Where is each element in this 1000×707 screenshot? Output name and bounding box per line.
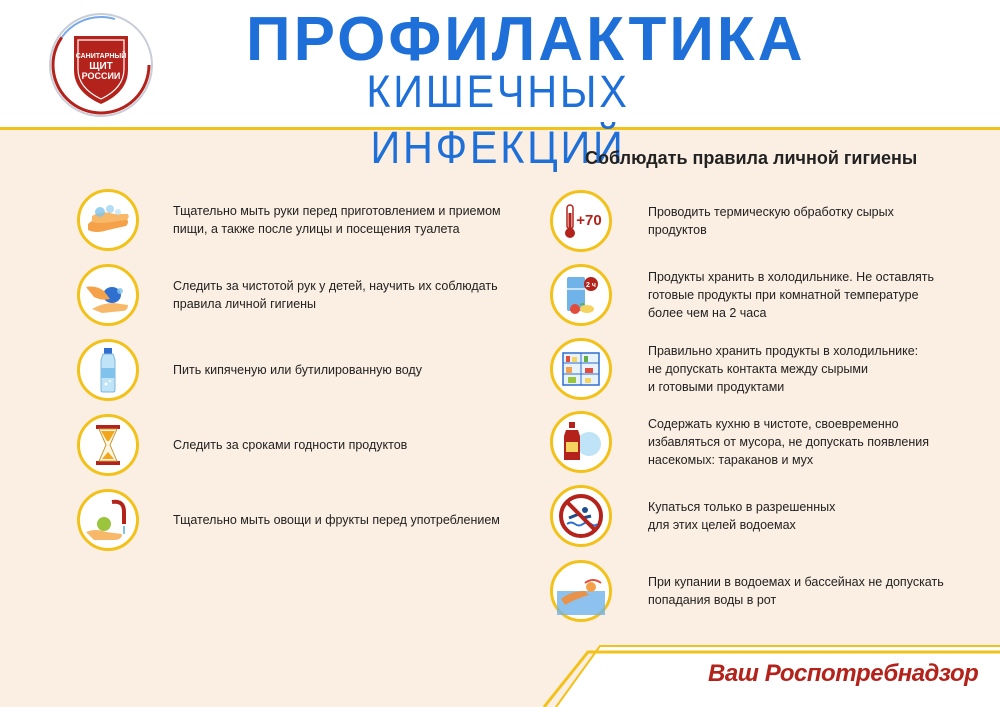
item-text-line: пищи, а также после улицы и посещения туалета [173,222,460,236]
logo-text-line-3: РОССИИ [81,71,121,81]
item-text-line: Тщательно мыть овощи и фрукты перед употреблением [173,513,500,527]
page-subtitle: КИШЕЧНЫХ ИНФЕКЦИЙ [366,66,630,173]
item-text-line: Правильно хранить продукты в холодильнике: [648,344,919,358]
item-text-line: Следить за сроками годности продуктов [173,438,408,452]
item-text-line: готовые продукты при комнатной температуре [648,288,919,302]
item-text-line: не допускать контакта между сырыми [648,362,868,376]
item-text-line: Содержать кухню в чистоте, своевременно [648,417,899,431]
item-text-line: попадания воды в рот [648,593,777,607]
time-badge: 2 ч [586,282,596,289]
logo-text-line-2: ЩИТ [89,61,113,72]
item-text-line: При купании в водоемах и бассейнах не допускать [648,575,944,589]
item-text-line: Продукты хранить в холодильнике. Не оставлять [648,270,935,284]
item-text-line: более чем на 2 часа [648,306,767,320]
item-text-line: для этих целей водоемах [648,518,796,532]
item-text-line: Купаться только в разрешенных [648,500,836,514]
footer-brand-text: Ваш Роспотребнадзор [708,660,979,687]
item-text-line: правила личной гигиены [173,297,317,311]
item-text-line: Следить за чистотой рук у детей, научить их соблюдать [173,279,498,293]
page-title: ПРОФИЛАКТИКА [246,5,806,74]
item-text-line: и готовыми продуктами [648,380,785,394]
item-text-line: продуктов [648,223,707,237]
item-text-line: Проводить термическую обработку сырых [648,205,894,219]
logo-text-line-1: САНИТАРНЫЙ [75,53,127,60]
section-title: Соблюдать правила личной гигиены [585,148,918,168]
item-text-line: Тщательно мыть руки перед приготовлением и приемом [173,204,501,218]
temperature-badge: +70 [576,212,602,229]
item-text-line: насекомых: тараканов и мух [648,453,814,467]
item-text-line: избавляться от мусора, не допускать появления [648,435,930,449]
item-text-line: Пить кипяченую или бутилированную воду [173,363,422,377]
